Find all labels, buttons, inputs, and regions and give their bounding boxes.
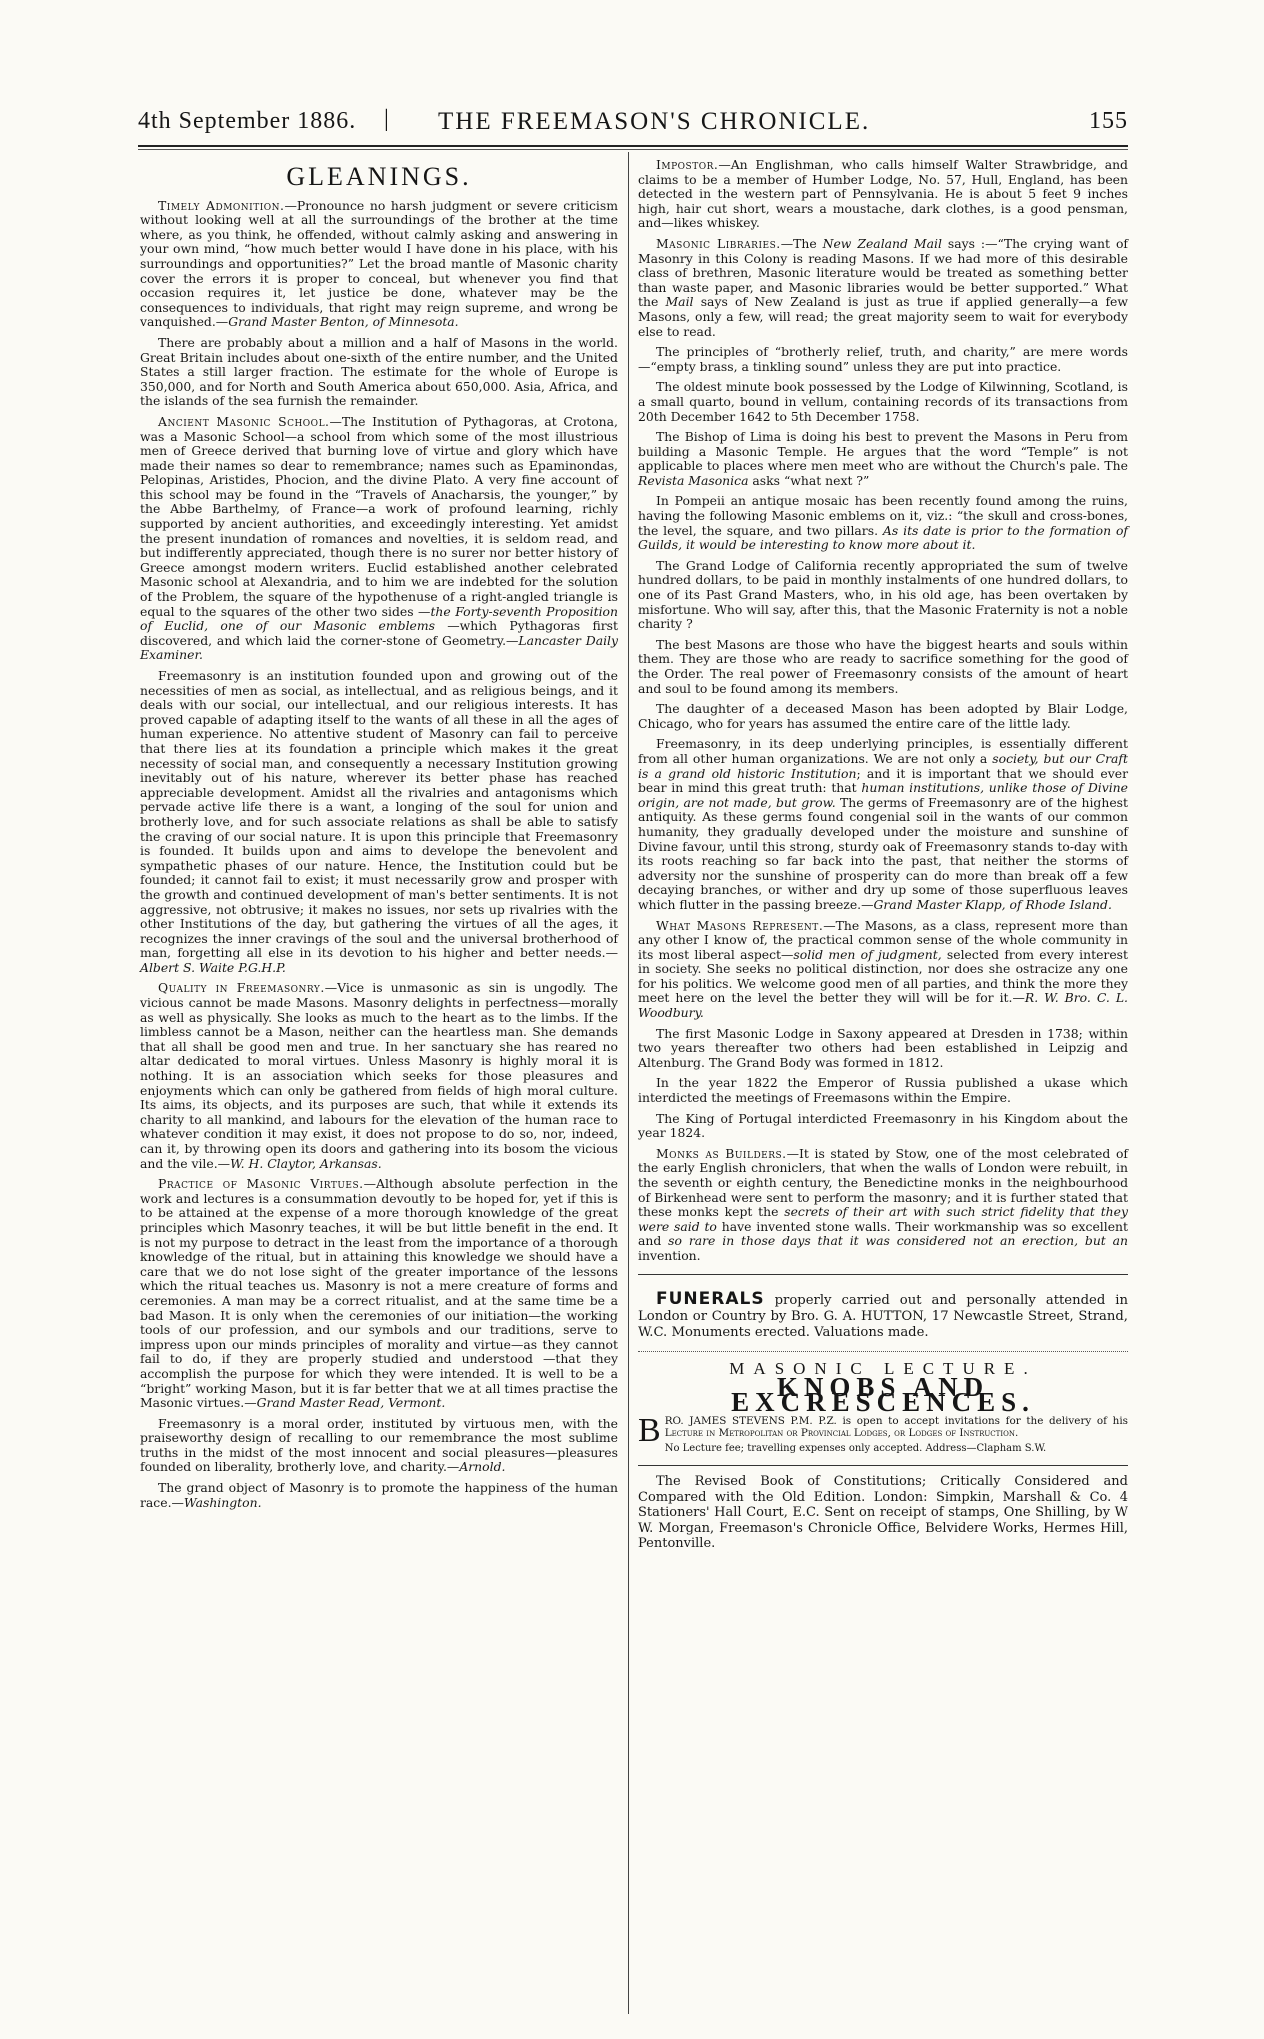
article-portugal: The King of Portugal interdicted Freemasonry in his Kingdom about the year 1824. [638,1110,1128,1141]
section-title: GLEANINGS. [286,162,472,191]
lecture-advertisement [638,1412,1128,1455]
article-heading: Ancient Masonic School. [158,413,330,429]
article-principles: The principles of “brotherly relief, truth, and charity,” are mere words—“empty brass, a tinkling sound” unless they are put into practice. [638,344,1128,374]
article-grand-object [140,1481,618,1510]
article-text: selected from every interest in society. She seeks no political distinction, nor does she ostracize any one for his politics. We welcome good men of all parties, and think the more they meet here on the level the better they will will be for it.— [638,946,1128,1006]
article-heading: Quality in Freemasonry. [158,980,325,996]
article-italic: New Zealand Mail [822,235,942,251]
article-text: asks “what next ?” [748,472,870,488]
header-rule [138,145,1128,147]
article-italic: solid men of judgment, [793,946,942,962]
article-practice-virtues [140,1177,618,1411]
article-text: The germs of Freemasonry are of the highest antiquity. As these germs found congenial soil in the wants of our common humanity, they gradually developed under the moisture and sunshine of Divine favour, until this strong, sturdy oak of Freemasonry stands to-day with its roots reaching so far back into the past, that neither the storms of adversity nor the sunshine of prosperity can do more than break off a few decaying branches, or wither and dry up some of those superfluous leaves which flutter in the passing breeze.— [638,794,1128,912]
article-pompeii [638,494,1128,552]
article-text: The Bishop of Lima is doing his best to prevent the Masons in Peru from building a Masonic Temple. He argues that the word “Temple” is not applicable to places where men meet who are without the Church's pale. The [638,429,1128,474]
article-california: The Grand Lodge of California recently appropriated the sum of twelve hundred dollars, to be paid in monthly instalments of one hundred dollars, to one of its Past Grand Masters, who, in his old age, has been overtaken by misfortune. Who will say, after this, that the Masonic Fraternity is not a noble charity ? [638,557,1128,632]
article-russia: In the year 1822 the Emperor of Russia published a ukase which interdicted the meetings of Freemasons within the Empire. [638,1075,1128,1106]
article-text: —The [780,235,823,251]
article-italic: Revista Masonica [638,472,749,488]
article-text: —Pronounce no harsh judgment or severe criticism without looking well at all the surroundings of the brother at the time where, as you think, he offended, without calmly asking and answering in your own mind, “how much better would I have done in his place, with his surroundings and opportunities?” Let the broad mantle of Masonic charity cover the errors it is proper to conceal, but whenever you find that occasion requires it, let justice be done, whatever may be the consequences to individuals, that right may reign supreme, and wrong be vanquished.— [140,197,619,330]
article-heading: Impostor. [656,157,719,172]
article-daughter: The daughter of a deceased Mason has been adopted by Blair Lodge, Chicago, who for years has assumed the entire care of the little lady. [638,701,1128,731]
article-text: Freemasonry is an institution founded upon and growing out of the necessities of men as social, as intellectual, and as religious beings, and it deals with our social, our intellectual, and our religious interests. It has proved capable of adapting itself to the wants of all these in all the ages of human experience. No attentive student of Masonry can fail to perceive that there lies at its foundation a principle which makes it the great necessity of social man, and consequently a necessary Institution growing inevitably out of his nature, wherever its better phase has reached appreciable development. Amidst all the rivalries and antagonisms which pervade active life there is a want, a longing of the soul for union and brotherly love, and for such associate relations as shall be able to satisfy the craving of our social nature. It is upon this principle that Freemasonry is founded. It builds upon and aims to develope the benevolent and sympathetic phases of our nature. Hence, the Institution could but be founded; it cannot fail to exist; it must necessarily grow and prosper with the growth and continued development of man's better sentiments. It is not aggressive, not obtrusive; it makes no issues, nor sets up rivalries with the other Institutions of the day, but gathering the virtues of all the ages, it recognizes the inner cravings of the soul and the universal brotherhood of man, forgetting all else in its devotion to his higher and better needs.— [140,668,618,961]
article-source: Arnold. [459,1459,506,1475]
article-text: —Vice is unmasonic as sin is ungodly. The vicious cannot be made Masons. Masonry delights in perfectness—morally as well as physically. She looks as much to the heart as to the limbs. If the limbless cannot be a Mason, neither can the heartless man. She demands that all shall be good men and true. In her sanctuary she has reared no altar dedicated to moral virtues. Unless Masonry is highly moral it is nothing. It is an association which seeks for those pleasures and enjoyments which can only be gathered from fields of high moral culture. Its aims, its objects, and its purposes are such, that while it extends its charity to all mankind, and labours for the elevation of the human race to whatever condition it may exist, it does not propose to do so, nor, indeed, can it, by throwing open its doors and gathering into its bosom the vicious and the vile.— [140,980,618,1171]
right-column [638,158,1128,1564]
article-text: Freemasonry, in its deep underlying principles, is essentially different from all other human organizations. We are not only a [638,736,1128,766]
article-source: Grand Master Klapp, of Rhode Island. [873,896,1112,912]
article-italic: society, but our Craft is a grand old historic Institution [638,750,1128,781]
page-number: 155 [1089,108,1128,134]
article-text: ; and it is important that we should ever bear in mind this great truth: that [638,765,1128,796]
header-rule-thin [138,149,1128,150]
article-text: says :—“The crying want of Masonry in this Colony is reading Masons. If we had more of this desirable class of brethren, Masonic literature would be treated as something better than waste paper, and Masonic libraries would be better supported.” What the [638,235,1128,310]
article-institution [140,669,618,975]
article-text: —It is stated by Stow, one of the most celebrated of the early English chroniclers, that when the walls of London were rebuilt, in the seventh or eighth century, the Benedictine monks in the neighbourhood of Birkenhead were sent to perform the masonry; and it is further stated that these monks kept the [638,1145,1128,1220]
article-bishop-lima [638,430,1128,488]
ad-separator [638,1274,1128,1275]
article-italic: Mail [665,294,694,310]
revised-constitutions-advertisement: The Revised Book of Constitutions; Critically Considered and Compared with the Old Edition. London: Simpkin, Marshall & Co. 4 Stationers' Hall Court, E.C. Sent on receipt of stamps, One Shilling, by W W. Morgan, Freemason's Chronicle Office, Belvidere Works, Hermes Hill, Pentonville. [638,1474,1128,1551]
funerals-heading: FUNERALS [656,1288,765,1309]
article-italic: secrets of their art with such strict fidelity that they were said to [638,1204,1128,1234]
article-saxony: The first Masonic Lodge in Saxony appeared at Dresden in 1738; within two years thereafter two others had been established in Leipzig and Altenburg. The Grand Body was formed in 1812. [638,1025,1128,1070]
funerals-advertisement [638,1288,1128,1341]
article-source: Washington. [183,1494,262,1510]
article-source: Albert S. Waite P.G.H.P. [140,959,286,975]
newspaper-title: THE FREEMASON'S CHRONICLE. [438,108,871,135]
article-italic: As its date is prior to the formation of Guilds, it would be interesting to know more about it. [638,522,1128,553]
article-text: have invented stone walls. Their workmanship was so excellent and [638,1218,1129,1249]
article-moral-order [140,1417,618,1475]
article-source: R. W. Bro. C. L. Woodbury. [638,990,1128,1021]
left-column [140,158,618,1516]
lecture-title: KNOBS AND EXCRESCENCES. [731,1372,1035,1417]
article-source: Grand Master Benton, of Minnesota. [228,314,459,330]
article-minute-book: The oldest minute book possessed by the Lodge of Kilwinning, Scotland, is a small quarto, bound in vellum, containing records of its transactions from 20th December 1642 to 5th December 1758. [638,379,1128,424]
lecture-text: RO. JAMES STEVENS P.M. P.Z. is open to accept invitations for the delivery of his [664,1415,1128,1428]
article-quality [140,981,618,1171]
lecture-kicker: MASONIC LECTURE. [729,1358,1037,1378]
article-text: Freemasonry is a moral order, instituted by virtuous men, with the praiseworthy design of recalling to our remembrance the most sublime truths in the midst of the most innocent and social pleasures—pleasures founded on liberality, brotherly love, and charity.— [140,1415,618,1475]
article-source: Lancaster Daily Examiner. [140,632,619,663]
article-text: The grand object of Masonry is to promote the happiness of the human race.— [140,1480,618,1510]
article-monks-builders [638,1147,1128,1264]
page-header [138,102,1128,146]
article-impostor [638,158,1128,231]
article-italic: human institutions, unlike those of Divine origin, are not made, but grow. [638,780,1128,810]
header-separator: | [384,106,390,132]
funerals-text: properly carried out and personally attended in London or Country by Bro. G. A. HUTTON, 17 Newcastle Street, Strand, W.C. Monuments erected. Valuations made. [638,1292,1128,1340]
article-heading: Timely Admonition. [158,197,285,213]
article-text-tail: —which Pythagoras first discovered, and which laid the corner-stone of Geometry.— [140,618,618,648]
article-heading: Masonic Libraries. [656,235,781,251]
article-text: In Pompeii an antique mosaic has been recently found among the ruins, having the following Masonic emblems on it, viz.: “the skull and cross-bones, the level, the square, and two pillars. [638,493,1128,538]
article-italic: the Forty-seventh Proposition of Euclid, one of our Masonic emblems [140,603,618,634]
article-heading: Practice of Masonic Virtues. [158,1176,364,1192]
article-text: —The Institution of Pythagoras, at Crotona, was a Masonic School—a school from which some of the most illustrious men of Greece derived that burning love of virtue and glory which have made their names so dear to remembrance; names such as Epaminondas, Pelopinas, Aristides, Phocion, and the divine Plato. A very fine account of this school may be found in the “Travels of Anacharsis, the younger,” by the Abbe Barthelmy, of France—a work of profound learning, richly supported by ancient authorities, and exceedingly interesting. Yet amidst the present inundation of romances and novelties, it is seldom read, and but indifferently appreciated, though there is no surer nor better history of Greece amongst modern writers. Euclid established another celebrated Masonic school at Alexandria, and to him we are indebted for the solution of the Problem, the square of the hypothenuse of a right-angled triangle is equal to the squares of the other two sides — [140,413,618,619]
article-underlying-principles [638,737,1128,912]
article-heading: Monks as Builders. [656,1145,787,1161]
article-heading: What Masons Represent. [656,917,824,933]
article-text: —An Englishman, who calls himself Walter Strawbridge, and claims to be a member of Humber Lodge, No. 57, Hull, England, has been detected in the western part of Pennsylvania. He is about 5 feet 9 inches high, hair cut short, wears a moustache, dark clothes, is a good pensman, and—likes whiskey. [638,157,1128,231]
article-best-masons: The best Masons are those who have the biggest hearts and souls within them. They are those who are ready to sacrifice something for the good of the Order. The real power of Freemasonry consists of the amount of heart and soul to be found among its members. [638,636,1128,696]
article-ancient-school [140,415,618,663]
article-text: —The Masons, as a class, represent more than any other I know of, the practical common sense of the whole community in its most liberal aspect— [638,917,1128,962]
article-source: Grand Master Read, Vermont. [256,1395,446,1411]
article-masons-count: There are probably about a million and a half of Masons in the world. Great Britain includes about one-sixth of the entire number, and the United States a still larger fraction. The estimate for the whole of Europe is 350,000, and for North and South America about 650,000. Asia, Africa, and the islands of the sea furnish the remainder. [140,334,618,409]
column-divider [628,152,629,2014]
lecture-text-smallcaps: Lecture in Metropolitan or Provincial Lodges, or Lodges of Instruction. [664,1427,1019,1440]
issue-date: 4th September 1886. [138,108,357,134]
article-what-masons-represent [638,919,1128,1021]
article-source: W. H. Claytor, Arkansas. [230,1155,382,1171]
article-text: —Although absolute perfection in the work and lectures is a consummation devoutly to be hoped for, yet if this is to be attained at the expense of a more thorough knowledge of the great principles which Masonry teaches, it will be but little benefit in the end. It is not my purpose to detract in the least from the importance of a thorough knowledge of the ritual, but in attaining this knowledge we should have a care that we do not lose sight of the greater importance of the lessons which the ritual teaches us. Masonry is not a mere creature of forms and ceremonies. A man may be a correct ritualist, and at the same time be a bad Mason. It is only when the ceremonies of our initiation—the working tools of our profession, and our symbols and our traditions, serve to impress upon our minds principles of morality and virtue—as they cannot fail to do, if they are properly studied and understood —that they accomplish the purpose for which they were intended. It is well to be a “bright” working Mason, but it is far better that we at all times practise the Masonic virtues.— [140,1176,618,1411]
article-timely-admonition [140,199,618,330]
lecture-dropcap: B [638,1412,661,1450]
article-text: invention. [638,1247,701,1263]
article-text: says of New Zealand is just as true if applied generally—a few Masons, only a few, will read; the great majority seem to wait for everybody else to read. [638,294,1128,339]
article-libraries [638,237,1128,339]
article-italic: so rare in those days that it was considered not an erection, but an [668,1233,1128,1249]
ad-separator [638,1465,1128,1466]
ad-separator-dotted [638,1351,1128,1352]
lecture-note: No Lecture fee; travelling expenses only accepted. Address—Clapham S.W. [664,1443,1047,1455]
